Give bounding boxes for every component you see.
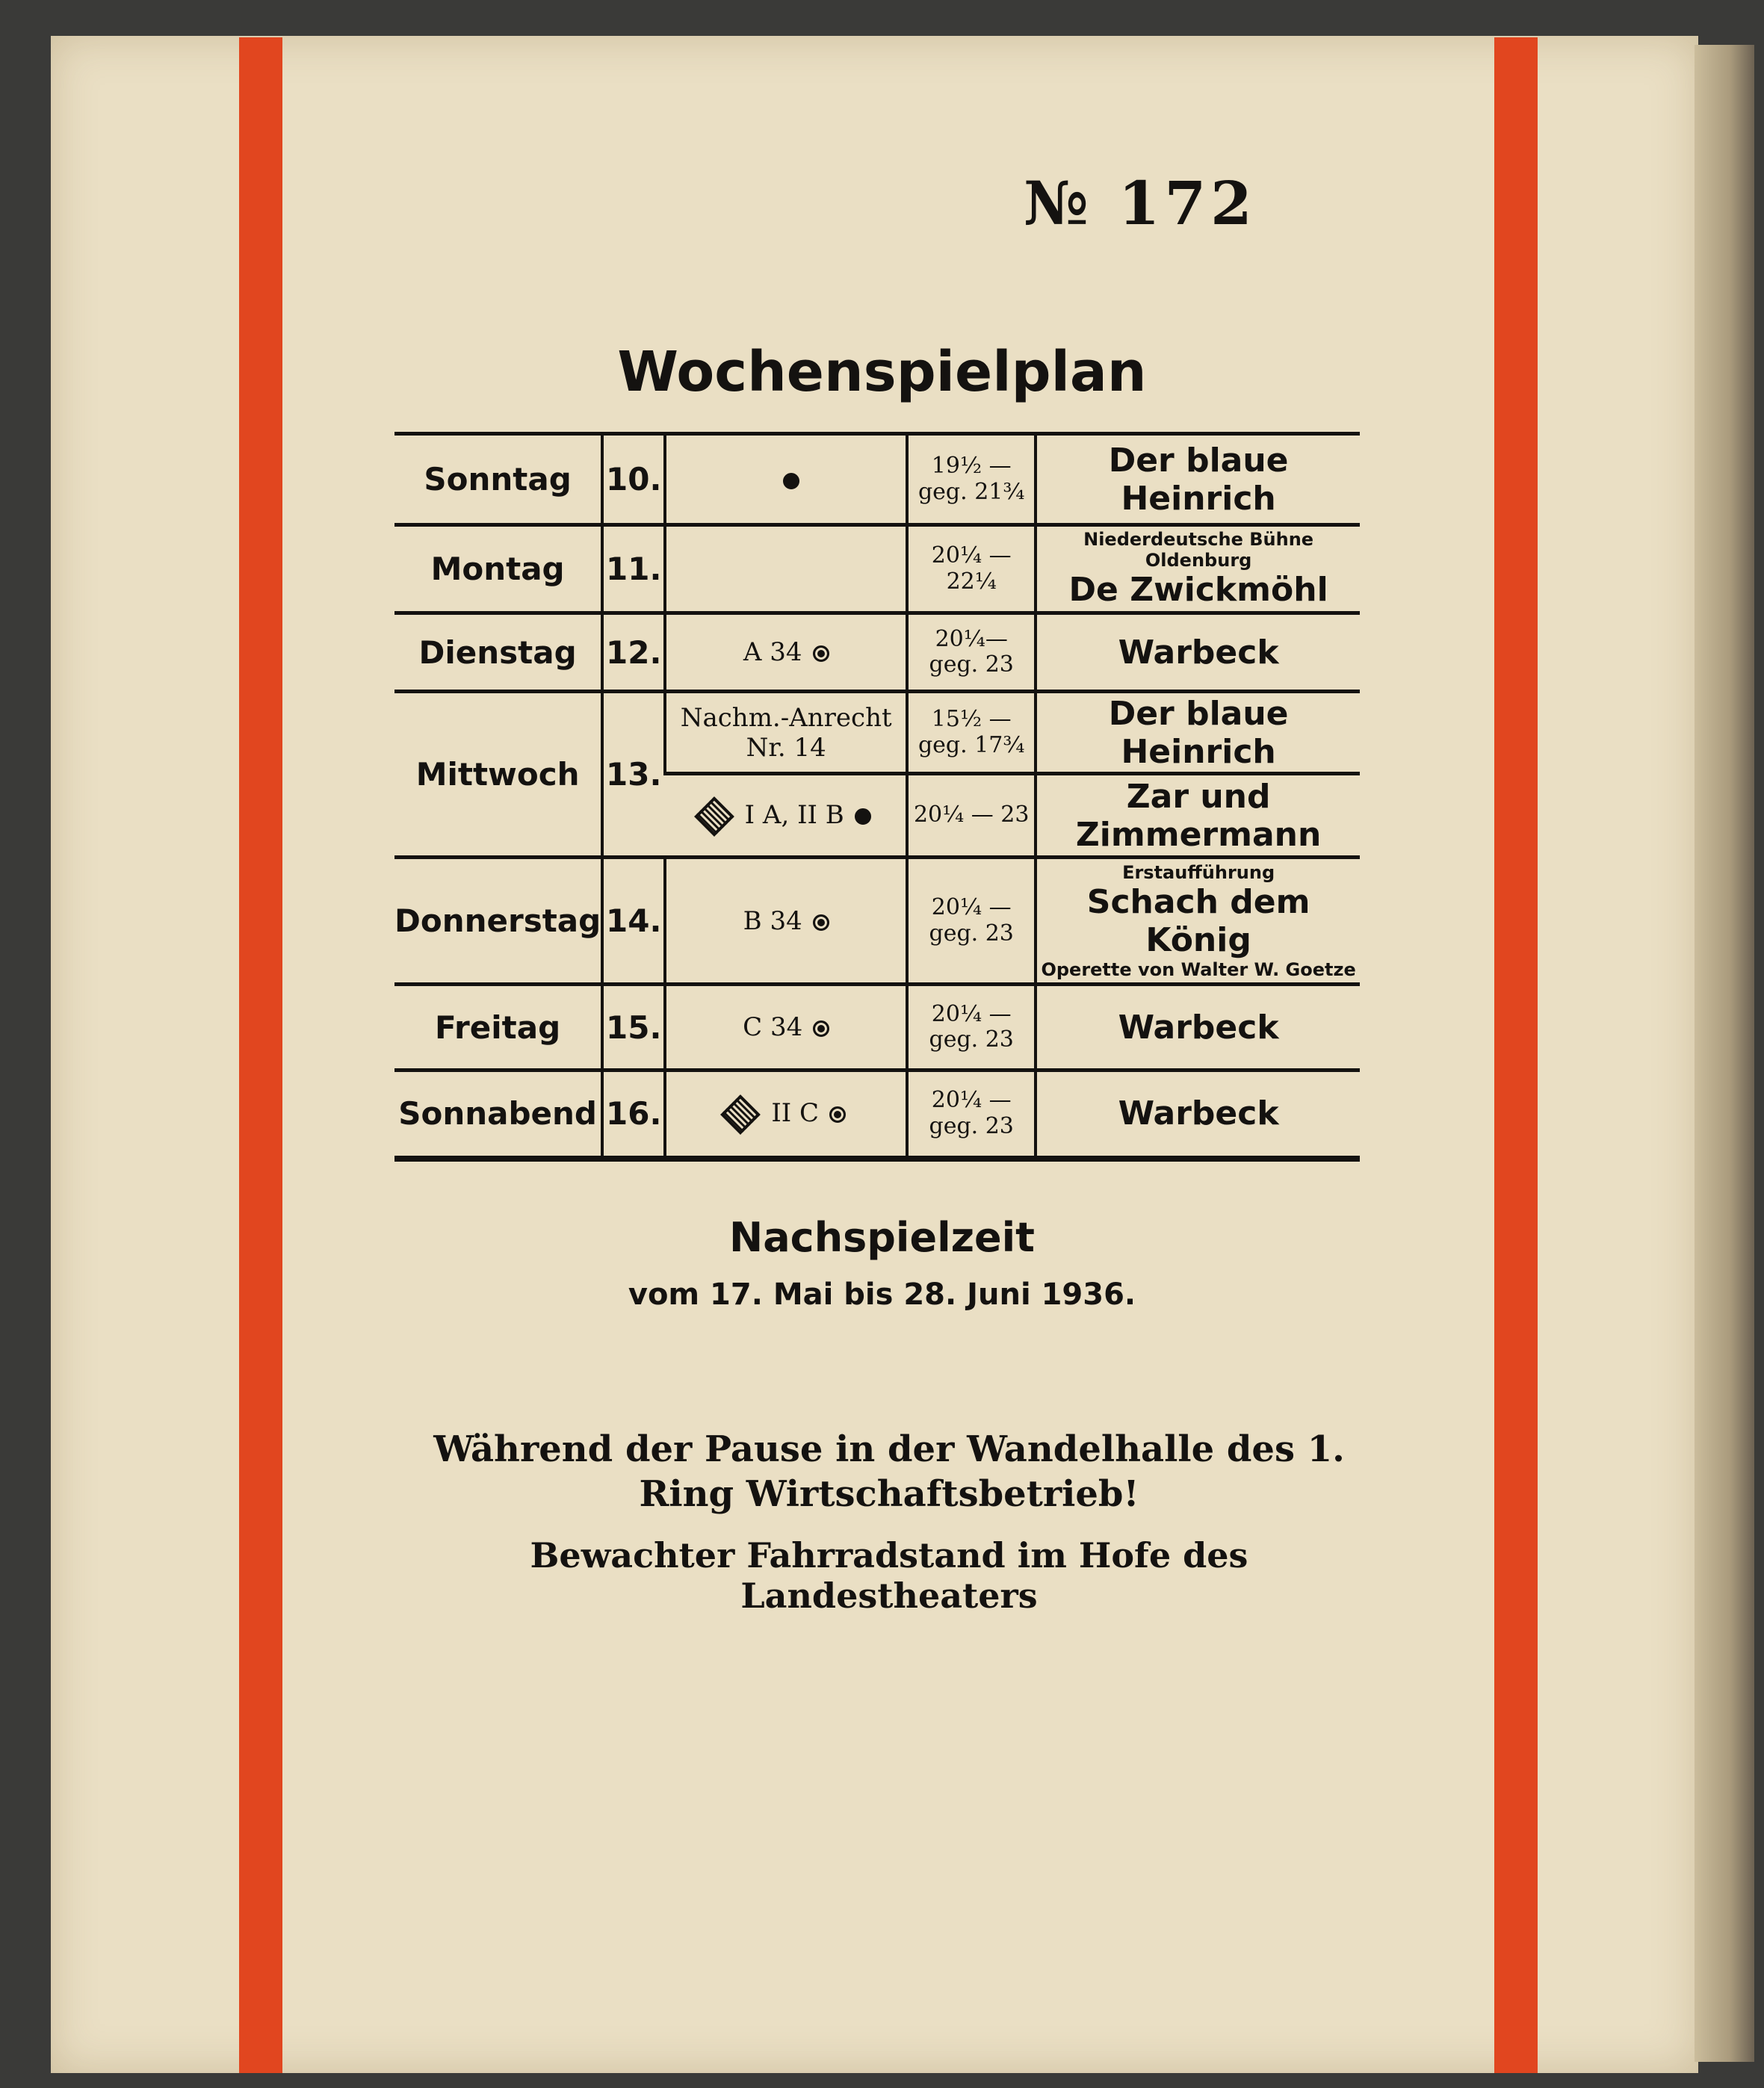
play-cell: Warbeck xyxy=(1036,613,1360,692)
series-cell: B 34 xyxy=(665,858,907,985)
play-cell: Warbeck xyxy=(1036,1071,1360,1159)
date-cell: 12. xyxy=(602,613,665,692)
after-season-heading: Nachspielzeit xyxy=(729,1214,1035,1261)
day-cell: Dienstag xyxy=(394,613,602,692)
date-cell: 11. xyxy=(602,525,665,613)
play-cell: Zar und Zimmermann xyxy=(1036,774,1360,858)
diamond-icon xyxy=(694,796,734,837)
series-cell: Nachm.-Anrecht Nr. 14 xyxy=(665,692,907,774)
table-row xyxy=(394,985,1360,1071)
table-row xyxy=(394,434,1360,525)
table-row xyxy=(394,1071,1360,1159)
series-cell: I A, II B xyxy=(665,774,907,858)
date-cell: 16. xyxy=(602,1071,665,1159)
series-cell: II C xyxy=(665,1071,907,1159)
dot-icon xyxy=(783,473,799,489)
date-cell: 13. xyxy=(602,692,665,858)
table-row xyxy=(394,692,1360,774)
table-row xyxy=(394,613,1360,692)
time-cell: 20¼ — geg. 23 xyxy=(907,1071,1036,1159)
play-cell: Erstaufführung Schach dem König Operette von Walter W. Goetze xyxy=(1036,858,1360,985)
play-note-2: Operette von Walter W. Goetze xyxy=(1041,958,1356,980)
day-cell: Donnerstag xyxy=(394,858,602,985)
date-cell: 14. xyxy=(602,858,665,985)
weekly-schedule-table xyxy=(394,432,1360,1162)
series-cell: A 34 xyxy=(665,613,907,692)
day-cell: Freitag xyxy=(394,985,602,1071)
day-cell: Mittwoch xyxy=(394,692,602,858)
series-cell: C 34 xyxy=(665,985,907,1071)
table-row xyxy=(394,525,1360,613)
circle-dot-icon xyxy=(813,645,829,662)
day-cell: Sonntag xyxy=(394,434,602,525)
play-note: Niederdeutsche Bühne Oldenburg xyxy=(1083,529,1314,571)
circle-dot-icon xyxy=(813,914,829,931)
time-cell: 19½ — geg. 21¾ xyxy=(907,434,1036,525)
play-cell: Der blaue Heinrich xyxy=(1036,692,1360,774)
time-cell: 20¼ — 22¼ xyxy=(907,525,1036,613)
intermission-note: Während der Pause in der Wandelhalle des 1. Ring Wirtschaftsbetrieb! xyxy=(433,1428,1345,1515)
page-title: Wochenspielplan xyxy=(617,340,1147,404)
table-row xyxy=(394,858,1360,985)
bicycle-note: Bewachter Fahrradstand im Hofe des Landestheaters xyxy=(530,1535,1248,1616)
diamond-icon xyxy=(720,1094,761,1135)
play-note: Erstaufführung xyxy=(1122,861,1275,883)
day-cell: Montag xyxy=(394,525,602,613)
series-cell xyxy=(665,525,907,613)
play-cell: Der blaue Heinrich xyxy=(1036,434,1360,525)
time-cell: 20¼— geg. 23 xyxy=(907,613,1036,692)
day-cell: Sonnabend xyxy=(394,1071,602,1159)
after-season-dates: vom 17. Mai bis 28. Juni 1936. xyxy=(628,1277,1136,1312)
circle-dot-icon xyxy=(813,1020,829,1037)
time-cell: 20¼ — geg. 23 xyxy=(907,858,1036,985)
play-cell: Warbeck xyxy=(1036,985,1360,1071)
play-cell: Niederdeutsche Bühne Oldenburg De Zwickmöhl xyxy=(1036,525,1360,613)
program-number: № 172 xyxy=(1024,168,1257,238)
time-cell: 20¼ — 23 xyxy=(907,774,1036,858)
time-cell: 15½ — geg. 17¾ xyxy=(907,692,1036,774)
series-cell xyxy=(665,434,907,525)
circle-dot-icon xyxy=(829,1106,846,1123)
dot-icon xyxy=(855,808,871,825)
time-cell: 20¼ — geg. 23 xyxy=(907,985,1036,1071)
date-cell: 15. xyxy=(602,985,665,1071)
date-cell: 10. xyxy=(602,434,665,525)
